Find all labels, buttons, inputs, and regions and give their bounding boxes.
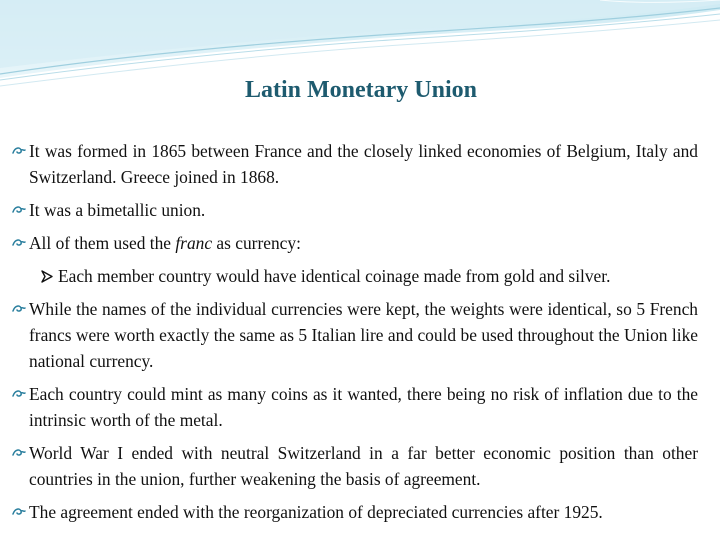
bullet-text-end: as currency: xyxy=(212,233,301,253)
bullet-item xyxy=(12,230,698,256)
bullet-list xyxy=(12,138,698,525)
bullet-item xyxy=(12,197,698,223)
swirl-bullet-icon xyxy=(12,389,26,399)
bullet-item xyxy=(12,296,698,374)
bullet-text: The agreement ended with the reorganization of depreciated currencies after 1925. xyxy=(29,502,603,522)
swirl-bullet-icon xyxy=(12,146,26,156)
swirl-bullet-icon xyxy=(12,448,26,458)
sub-bullet-text: Each member country would have identical coinage made from gold and silver. xyxy=(58,266,611,286)
arrow-bullet-icon xyxy=(41,270,53,283)
bullet-text: It was a bimetallic union. xyxy=(29,200,206,220)
sub-bullet-item xyxy=(12,263,698,289)
bullet-text-start: All of them used the xyxy=(29,233,176,253)
bullet-item xyxy=(12,499,698,525)
bullet-text: Each country could mint as many coins as it wanted, there being no risk of inflation due to the intrinsic worth of the metal. xyxy=(29,384,698,430)
swirl-bullet-icon xyxy=(12,507,26,517)
swirl-bullet-icon xyxy=(12,205,26,215)
bullet-item xyxy=(12,381,698,433)
bullet-text-italic: franc xyxy=(175,233,213,253)
bullet-text: It was formed in 1865 between France and the closely linked economies of Belgium, Italy and Switzerland. Greece joined in 1868. xyxy=(29,141,698,187)
bullet-text: While the names of the individual currencies were kept, the weights were identical, so 5 French francs were worth exactly the same as 5 Italian lire and could be used throughout the Union like national currency. xyxy=(29,299,698,371)
bullet-item xyxy=(12,138,698,190)
slide-title: Latin Monetary Union xyxy=(244,77,477,103)
bullet-text: World War I ended with neutral Switzerland in a far better economic position than other countries in the union, further weakening the basis of agreement. xyxy=(29,443,698,489)
swirl-bullet-icon xyxy=(12,304,26,314)
bullet-item xyxy=(12,440,698,492)
swirl-bullet-icon xyxy=(12,238,26,248)
